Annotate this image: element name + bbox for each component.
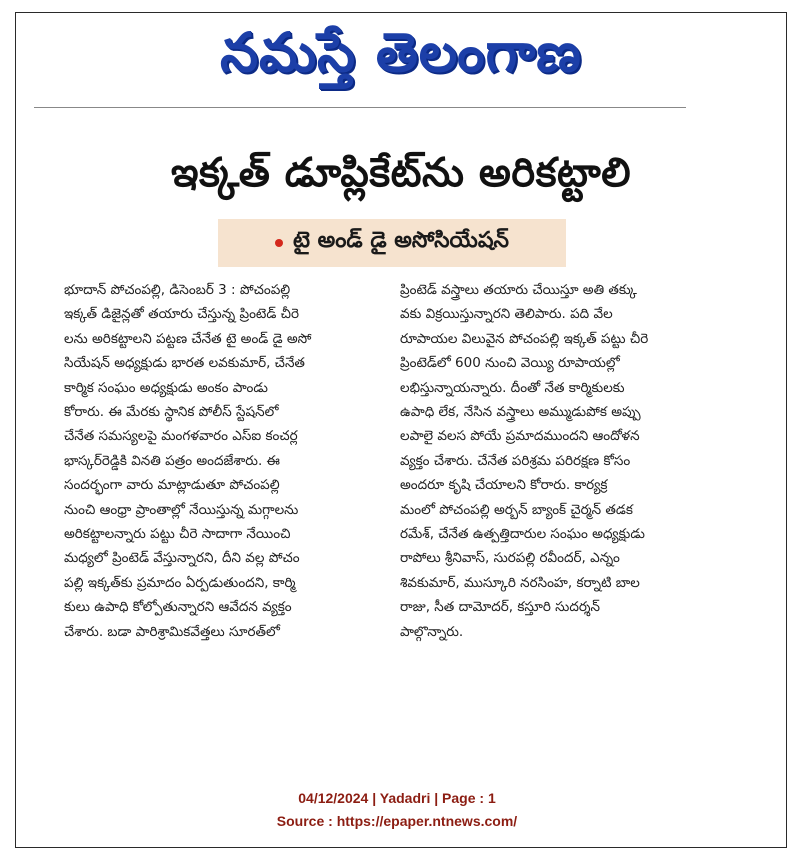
article-column-right [400,278,722,644]
article-line: రాపోలు శ్రీనివాస్, సురపల్లి రవీందర్, ఎన్నం [400,550,620,567]
article-line: భాస్కర్‌రెడ్డికి వినతి పత్రం అందజేశారు. ఈ [64,452,280,469]
article-line: శివకుమార్, ముస్కూరి నరసింహ, కర్నాటి బాల [400,574,640,591]
article-line: అందరూ కృషి చేయాలని కోరారు. కార్యక్ర [400,477,608,494]
article-line: లపాలై వలస పోయే ప్రమాదముందని ఆందోళన [400,428,640,445]
article-line: ఉపాధి లేక, నేసిన వస్త్రాలు అమ్ముడుపోక అప్పు [400,404,641,421]
article-line: ప్రింటెడ్‌లో 600 నుంచి వెయ్యి రూపాయల్లో [400,355,620,372]
article-line: ఇక్కత్ డిజైన్లతో తయారు చేస్తున్న ప్రింటెడ్ చీరె [64,306,299,323]
article-headline: ఇక్కత్ డూప్లికేట్‌ను అరికట్టాలి [170,150,632,196]
article-line: లను అరికట్టాలని పట్టణ చేనేత టై అండ్ డై అసో [64,330,312,347]
article-line: రాజు, సీత దామోదర్, కస్తూరి సుదర్శన్ [400,599,600,616]
edition-info: 04/12/2024 | Yadadri | Page : 1 [298,790,496,806]
subhead-text: టై అండ్ డై అసోసియేషన్ [293,228,509,253]
article-line: కార్మిక సంఘం అధ్యక్షుడు అంకం పాండు [64,379,268,396]
article-line: కులు ఉపాధి కోల్పోతున్నారని ఆవేదన వ్యక్తం [64,599,292,616]
article-line: నుంచి ఆంధ్రా ప్రాంతాల్లో నేయిస్తున్న మగ్గాలను [64,501,299,518]
article-line: లభిస్తున్నాయన్నారు. దీంతో నేత కార్మికులకు [400,379,625,396]
article-line: భూదాన్ పోచంపల్లి, డిసెంబర్ 3 : పోచంపల్లి [64,282,291,298]
article-line: వకు విక్రయిస్తున్నారని తెలిపారు. పది వేల [400,306,613,323]
article-line: సియేషన్ అధ్యక్షుడు భారత లవకుమార్, చేనేత [64,355,305,372]
article-line: కోరారు. ఈ మేరకు స్థానిక పోలీస్ స్టేషన్‌లో [64,404,279,421]
article-line: రూపాయల విలువైన పోచంపల్లి ఇక్కత్ పట్టు చీరె [400,330,649,347]
article-line: అరికట్టాలన్నారు పట్టు చీరె సాదాగా నేయించి [64,526,291,543]
article-line: ప్రింటెడ్ వస్త్రాలు తయారు చేయిస్తూ అతి తక్కు [400,282,637,298]
newspaper-masthead: నమస్తే తెలంగాణ [220,21,582,84]
article-line: పాల్గొన్నారు. [400,623,464,640]
article-column-left [64,278,386,644]
article-line: సందర్భంగా వారు మాట్లాడుతూ పోచంపల్లి [64,477,280,494]
bullet-icon [275,239,283,247]
article-line: వ్యక్తం చేశారు. చేనేత పరిశ్రమ పరిరక్షణ కోసం [400,452,631,469]
article-line: రమేశ్, చేనేత ఉత్పత్తిదారుల సంఘం అధ్యక్షుడు [400,526,645,543]
article-line: మధ్యలో ప్రింటెడ్ వేస్తున్నారని, దీని వల్ల పోచం [64,550,300,567]
article-line: పల్లి ఇక్కత్‌కు ప్రమాదం ఏర్పడుతుందని, కార్మి [64,574,296,591]
source-link[interactable]: Source : https://epaper.ntnews.com/ [276,813,518,829]
subhead-banner [218,219,566,267]
clipping-frame [15,12,787,848]
article-line: చేనేత సమస్యలపై మంగళవారం ఎస్ఐ కంచర్ల [64,428,298,445]
masthead-divider [34,107,686,108]
article-line: మంలో పోచంపల్లి అర్బన్ బ్యాంక్ చైర్మన్ తడక [400,501,633,518]
article-line: చేశారు. బడా పారిశ్రామికవేత్తలు సూరత్‌లో [64,623,280,640]
